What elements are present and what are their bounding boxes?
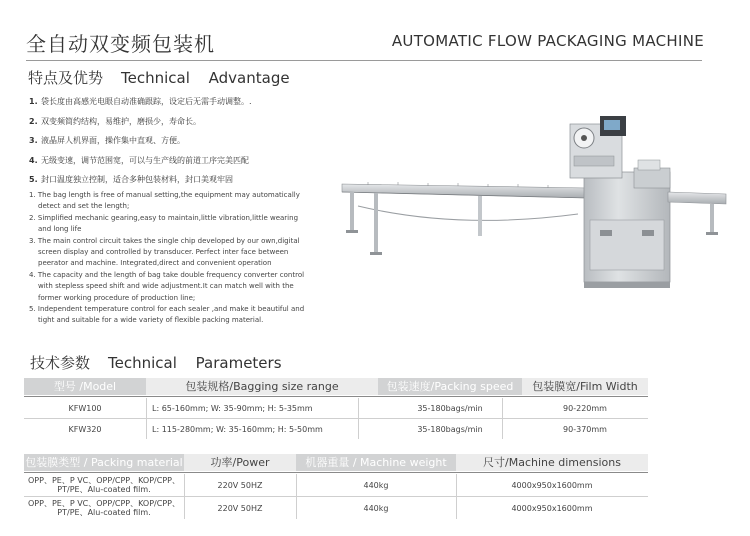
advantage-cn-item: 1. 袋长度由高感光电眼自动准确跟踪，设定后无需手动调整。. — [29, 97, 252, 106]
table-2-rule — [24, 472, 648, 473]
parameters-table-2 — [24, 454, 648, 518]
advantage-list-en — [29, 190, 313, 327]
table-row: KFW320 L: 115-280mm; W: 35-160mm; H: 5-50mm 35-180bags/min 90-370mm — [24, 419, 648, 439]
parameters-table-1 — [24, 378, 648, 440]
table-row: KFW100 L: 65-160mm; W: 35-90mm; H: 5-35mm 35-180bags/min 90-220mm — [24, 398, 648, 418]
parameters-heading — [30, 352, 282, 373]
advantage-en-item: 1. The bag length is free of manual setting,the equipment may automatically detect and set the length; — [29, 191, 300, 211]
table-2-header-material: 包装膜类型 / Packing material — [25, 456, 183, 469]
table-1-header — [24, 378, 648, 395]
advantage-en-item: 3. The main control circuit takes the single chip developed by our own,digital screen display and controlled by transducer. Perfect inter face between peerator and machine. Integrated,direct and convenient operation — [29, 236, 300, 268]
advantage-heading-en: Technical Advantage — [121, 69, 290, 87]
table-2-header-weight: 机器重量 / Machine weight — [296, 454, 456, 471]
table-1-header-size: 包装规格/Bagging size range — [146, 378, 378, 395]
table-2-header-power: 功率/Power — [184, 454, 296, 471]
advantage-cn-item: 2. 双变频简约结构，易维护，磨损少，寿命长。 — [29, 116, 201, 126]
table-1-header-model: 型号 /Model — [24, 378, 146, 395]
advantage-cn-item: 5. 封口温度独立控制，适合多种包装材料，封口美观牢固 — [29, 175, 233, 185]
advantage-heading — [28, 67, 290, 88]
advantage-en-item: 2. Simplified mechanic gearing,easy to maintain,little vibration,little wearing and long life — [29, 213, 299, 234]
advantage-heading-cn: 特点及优势 — [28, 69, 104, 87]
table-row: OPP、PE、P VC、OPP/CPP、KOP/CPP、 PT/PE、Alu-coated film. 220V 50HZ 440kg 4000x950x1600mm — [28, 499, 593, 517]
advantage-cn-item: 3. 液晶屏人机界面，操作集中直观、方便。 — [29, 136, 185, 146]
table-2-header-dimensions: 尺寸/Machine dimensions — [456, 454, 648, 471]
flow-packaging-machine-image — [338, 112, 728, 304]
table-1-header-speed: 包装速度/Packing speed — [378, 378, 522, 395]
table-row: OPP、PE、P VC、OPP/CPP、KOP/CPP、 PT/PE、Alu-coated film. 220V 50HZ 440kg 4000x950x1600mm — [28, 476, 593, 494]
advantage-en-item: 4. The capacity and the length of bag take double frequency converter control with stepless speed shift and wide adjustment.It can match well with the former working procedure of production line; — [29, 270, 305, 302]
advantage-list-cn — [29, 92, 319, 190]
table-1-rule — [24, 396, 648, 397]
advantage-en-item: 5. Independent temperature control for each sealer ,and make it beautiful and tight and suitable for a wide variety of flexible packing material. — [29, 305, 305, 325]
table-1-header-film: 包装膜宽/Film Width — [522, 378, 648, 395]
page-title-cn: 全自动双变频包装机 — [26, 32, 215, 56]
parameters-heading-cn: 技术参数 — [30, 354, 91, 372]
parameters-heading-en: Technical Parameters — [108, 354, 282, 372]
advantage-cn-item: 4. 无级变速，调节范围宽，可以与生产线的前道工序完美匹配 — [29, 155, 249, 165]
page-title-en: AUTOMATIC FLOW PACKAGING MACHINE — [391, 32, 704, 50]
title-divider — [26, 60, 702, 61]
table-2-header — [24, 454, 648, 471]
